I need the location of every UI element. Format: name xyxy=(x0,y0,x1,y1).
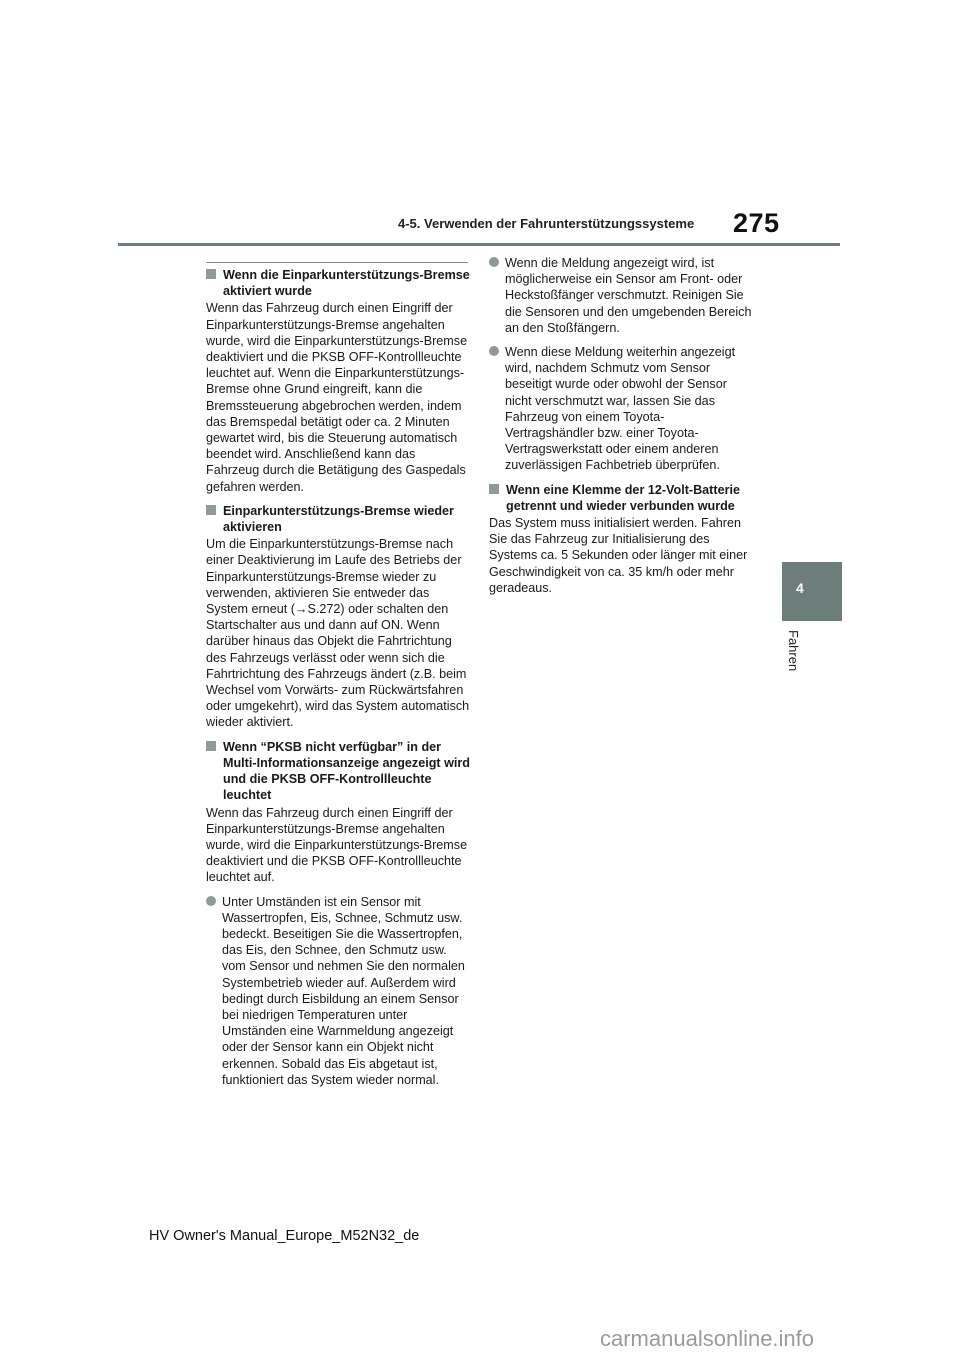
section-rule xyxy=(206,262,468,263)
page-number: 275 xyxy=(733,208,780,238)
section xyxy=(206,267,470,495)
square-bullet-icon xyxy=(206,741,216,751)
bullet-item: Unter Umständen ist ein Sensor mit Wassertropfen, Eis, Schnee, Schmutz usw. bedeckt. Beseitigen Sie die Wassertropfen, das Eis, den Schnee, den Schmutz usw. vom Sensor und nehmen Sie den normalen Systembetrieb wieder auf. Außerdem wird bedingt durch Eisbildung an einem Sensor bei niedrigen Temperaturen unter Umständen eine Warnmeldung angezeigt oder der Sensor kann ein Objekt nicht erkennen. Sobald das Eis abgetaut ist, funktioniert das System wieder normal. xyxy=(206,894,470,1088)
circle-bullet-icon xyxy=(489,346,499,356)
chapter-number: 4 xyxy=(796,580,804,596)
section-title: Einparkunterstützungs-Bremse wieder aktivieren xyxy=(206,503,470,535)
chapter-label: Fahren xyxy=(786,630,801,672)
bullet-item: Wenn diese Meldung weiterhin angezeigt wird, nachdem Schmutz vom Sensor beseitigt wurde oder obwohl der Sensor nicht verschmutzt war, lassen Sie das Fahrzeug von einem Toyota-Vertragshändler bzw. einer Toyota-Vertragswerkstatt oder einem anderen zuverlässigen Fachbetrieb überprüfen. xyxy=(489,344,753,474)
section-title: Wenn eine Klemme der 12-Volt-Batterie getrennt und wieder verbunden wurde xyxy=(489,482,753,514)
section xyxy=(206,503,470,731)
square-bullet-icon xyxy=(206,269,216,279)
header-rule xyxy=(118,243,840,246)
header-section-title: 4-5. Verwenden der Fahrunterstützungssysteme xyxy=(398,216,695,231)
footer-manual-id: HV Owner's Manual_Europe_M52N32_de xyxy=(149,1228,420,1244)
circle-bullet-icon xyxy=(206,896,216,906)
section-title: Wenn die Einparkunterstützungs-Bremse aktiviert wurde xyxy=(206,267,470,299)
section xyxy=(489,482,753,596)
section-body: Um die Einparkunterstützungs-Bremse nach einer Deaktivierung im Laufe des Betriebs der Einparkunterstützungs-Bremse wieder zu verwenden, aktivieren Sie entweder das System erneut (→S.272) oder schalten den Startschalter aus und dann auf ON. Wenn darüber hinaus das Objekt die Fahrtrichtung des Fahrzeugs verlässt oder wenn sich die Fahrtrichtung des Fahrzeugs ändert (z.B. beim Wechsel vom Vorwärts- zum Rückwärtsfahren oder umgekehrt), wird das System automatisch wieder aktiviert. xyxy=(206,537,470,730)
right-column xyxy=(489,255,753,604)
square-bullet-icon xyxy=(489,484,499,494)
section-title: Wenn “PKSB nicht verfügbar” in der Multi-Informationsanzeige angezeigt wird und die PKSB OFF-Kontrollleuchte leuchtet xyxy=(206,739,470,804)
section-body: Wenn das Fahrzeug durch einen Eingriff der Einparkunterstützungs-Bremse angehalten wurde, wird die Einparkunterstützungs-Bremse deaktiviert und die PKSB OFF-Kontrollleuchte leuchtet auf. Wenn die Einparkunterstützungs-Bremse ohne Grund eingreift, kann die Bremssteuerung abgebrochen werden, indem das Bremspedal betätigt oder ca. 2 Minuten gewartet wird, bis die Steuerung automatisch beendet wird. Anschließend kann das Fahrzeug durch die Betätigung des Gaspedals gefahren werden. xyxy=(206,301,468,494)
bullet-item: Wenn die Meldung angezeigt wird, ist möglicherweise ein Sensor am Front- oder Heckstoßfänger verschmutzt. Reinigen Sie die Sensoren und den umgebenden Bereich an den Stoßfängern. xyxy=(489,255,753,336)
watermark: carmanualsonline.info xyxy=(600,1326,815,1351)
square-bullet-icon xyxy=(206,505,216,515)
section-body: Wenn das Fahrzeug durch einen Eingriff der Einparkunterstützungs-Bremse angehalten wurde, wird die Einparkunterstützungs-Bremse deaktiviert und die PKSB OFF-Kontrollleuchte leuchtet auf. xyxy=(206,805,468,885)
left-column xyxy=(206,267,470,1096)
circle-bullet-icon xyxy=(489,257,499,267)
section xyxy=(206,739,470,886)
chapter-tab xyxy=(782,562,842,621)
section-body: Das System muss initialisiert werden. Fahren Sie das Fahrzeug zur Initialisierung des Systems ca. 5 Sekunden oder länger mit einer Geschwindigkeit von ca. 35 km/h oder mehr geradeaus. xyxy=(489,516,748,595)
